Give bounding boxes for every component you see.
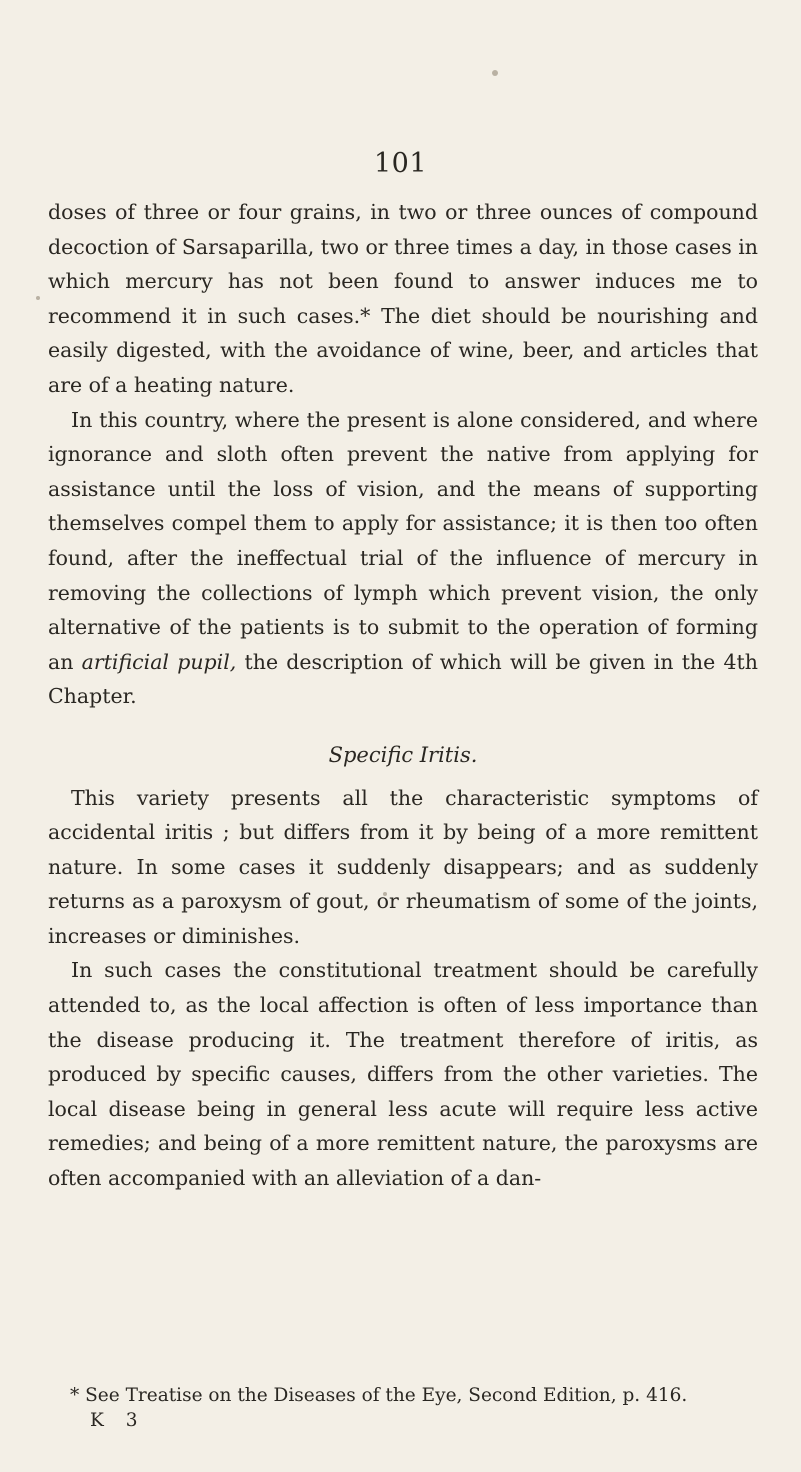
footnote: * See Treatise on the Diseases of the Eye, Second Edition, p. 416. xyxy=(70,1385,688,1406)
paragraph-4: In such cases the constitutional treatment should be carefully attended to, as the local affection is often of less importance than the disease producing it. The treatment therefore of iritis, as produced by specific causes, differs from the other varieties. The local disease being in general less acute will require less active remedies; and being of a more remittent nature, the paroxysms are often accompanied with an alleviation of a dan- xyxy=(48,958,758,1191)
artificial-pupil-italic: artificial pupil, xyxy=(81,649,237,674)
paragraph-3: This variety presents all the characteristic symptoms of accidental iritis ; but differs from it by being of a more remittent nature. In some cases it suddenly disappears; and as suddenly returns as a paroxysm of gout, or rheumatism of some of the joints, increases or diminishes. xyxy=(48,785,758,948)
paper-speck xyxy=(36,296,40,300)
paragraph-2 xyxy=(48,403,758,714)
paragraph-2-text: In this country, where the present is alone considered, and where ignorance and sloth often prevent the native from applying for assistance until the loss of vision, and the means of supporting themselves compel them to apply for assistance; it is then too often found, after the ineffectual trial of the influence of mercury in removing the collections of lymph which prevent vision, the only alternative of the patients is to submit to the operation of forming an xyxy=(48,407,758,674)
signature-mark: K 3 xyxy=(90,1410,146,1431)
body-text xyxy=(48,195,758,1196)
paper-speck xyxy=(492,70,498,76)
section-heading: Specific Iritis. xyxy=(328,742,478,767)
page-number: 101 xyxy=(373,148,428,179)
paragraph-2-tail: the description of which will be given in the 4th Chapter. xyxy=(48,649,758,709)
paragraph-1: doses of three or four grains, in two or three ounces of compound decoction of Sarsaparilla, two or three times a day, in those cases in which mercury has not been found to answer induces me to recommend it in such cases.* The diet should be nourishing and easily digested, with the avoidance of wine, beer, and articles that are of a heating nature. xyxy=(48,200,758,397)
